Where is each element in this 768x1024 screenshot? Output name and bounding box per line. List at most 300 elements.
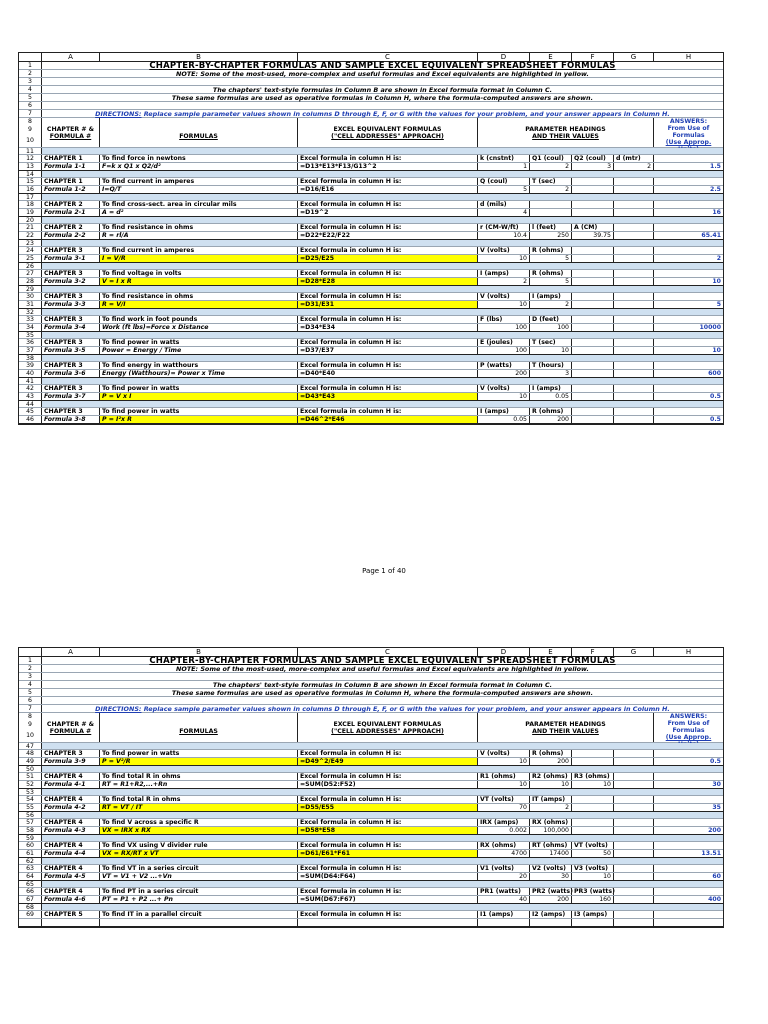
spacer-cell	[41, 858, 723, 864]
param-value-2[interactable]: 200	[529, 416, 571, 423]
param-value-2[interactable]	[529, 919, 571, 926]
param-value-1[interactable]	[477, 919, 529, 926]
excel-formula-heading: Excel formula in column H is:	[297, 385, 477, 392]
param-heading-3	[571, 385, 613, 392]
answer-heading-cell	[653, 270, 723, 277]
param-value-4[interactable]	[613, 919, 653, 926]
excel-formula-heading: Excel formula in column H is:	[297, 842, 477, 849]
excel-formula-heading: Excel formula in column H is:	[297, 339, 477, 346]
param-value-3[interactable]	[571, 393, 613, 400]
excel-formula-heading: Excel formula in column H is:	[297, 178, 477, 185]
chapter-label: CHAPTER 4	[41, 842, 99, 849]
formula-description: To find current in amperes	[99, 178, 297, 185]
param-heading-2: R2 (ohms)	[529, 773, 571, 780]
answer-value: 2	[653, 255, 723, 262]
param-heading-4	[613, 316, 653, 323]
formula-value-row	[19, 781, 723, 789]
spacer-row	[19, 355, 723, 362]
param-heading-1: V (volts)	[477, 385, 529, 392]
row-number: 62	[19, 858, 41, 864]
row-number: 21	[26, 224, 34, 231]
column-header-C[interactable]: C	[297, 648, 477, 656]
excel-formula: =D19^2	[297, 209, 477, 216]
param-value-1[interactable]: 4700	[477, 850, 529, 857]
formula-number: Formula 3-8	[41, 416, 99, 423]
formula-heading-row	[19, 270, 723, 278]
row-number: 32	[19, 309, 41, 315]
param-value-4[interactable]	[613, 873, 653, 880]
param-value-2[interactable]: 3	[529, 370, 571, 377]
row-number: 66	[26, 888, 34, 895]
param-value-4[interactable]	[613, 347, 653, 354]
excel-formula-heading: Excel formula in column H is:	[297, 796, 477, 803]
header-answers	[653, 713, 723, 742]
param-heading-1: V1 (volts)	[477, 865, 529, 872]
param-value-2[interactable]: 5	[529, 278, 571, 285]
spacer-row	[19, 743, 723, 750]
row-number: 52	[26, 781, 34, 788]
param-heading-1: F (lbs)	[477, 316, 529, 323]
param-value-2[interactable]: 0.05	[529, 393, 571, 400]
param-heading-3: V3 (volts)	[571, 865, 613, 872]
param-value-3[interactable]	[571, 804, 613, 811]
column-header-H[interactable]: H	[653, 53, 723, 61]
row-number: 5	[28, 94, 32, 101]
formula-number: Formula 2-1	[41, 209, 99, 216]
formula-value-row	[19, 347, 723, 355]
row-number: 3	[28, 673, 32, 680]
param-heading-4	[613, 819, 653, 826]
param-value-2[interactable]: 250	[529, 232, 571, 239]
param-value-2[interactable]: 10	[529, 347, 571, 354]
row-number: 29	[19, 286, 41, 292]
param-heading-1: V (volts)	[477, 247, 529, 254]
row-number: 63	[26, 865, 34, 872]
param-value-3[interactable]	[571, 370, 613, 377]
excel-formula: =D13*E13*F13/G13^2	[297, 163, 477, 170]
column-header-G[interactable]: G	[613, 53, 653, 61]
param-value-3[interactable]	[571, 758, 613, 765]
spacer-cell	[41, 194, 723, 200]
header-answers-line: ANSWERS:	[669, 713, 708, 720]
row-number: 44	[19, 401, 41, 407]
row-number: 23	[19, 240, 41, 246]
excel-formula: =D58*E58	[297, 827, 477, 834]
formula-text: RT = R1+R2,...+Rn	[99, 781, 297, 788]
spacer-row	[19, 263, 723, 270]
chapter-label: CHAPTER 3	[41, 408, 99, 415]
formula-number: Formula 1-1	[41, 163, 99, 170]
header-excel	[297, 713, 477, 742]
formula-number: Formula 1-2	[41, 186, 99, 193]
formula-number: Formula 4-4	[41, 850, 99, 857]
formula-description: To find force in newtons	[99, 155, 297, 162]
param-value-1[interactable]: 70	[477, 804, 529, 811]
row-number-9: 9	[28, 126, 32, 133]
answer-heading-cell	[653, 155, 723, 162]
row-number: 65	[19, 881, 41, 887]
row-number: 6	[28, 102, 32, 109]
row-number: 13	[26, 163, 34, 170]
header-answers-line: ANSWERS:	[669, 118, 708, 125]
param-value-1[interactable]: 10.4	[477, 232, 529, 239]
column-header-D[interactable]: D	[477, 53, 529, 61]
param-heading-2: R (ohms)	[529, 270, 571, 277]
param-value-3[interactable]: 39.75	[571, 232, 613, 239]
excel-formula: =D61/E61*F61	[297, 850, 477, 857]
param-heading-3: A (CM)	[571, 224, 613, 231]
directions-line	[41, 110, 723, 117]
param-value-3[interactable]: 10	[571, 781, 613, 788]
column-header-E[interactable]: E	[529, 648, 571, 656]
chapter-label: CHAPTER 3	[41, 316, 99, 323]
answer-value: 16	[653, 209, 723, 216]
answer-heading-cell	[653, 224, 723, 231]
column-header-A[interactable]: A	[41, 53, 99, 61]
header-excel-line: ("CELL ADDRESSES" APPROACH)	[331, 728, 444, 735]
param-heading-3	[571, 247, 613, 254]
param-heading-4	[613, 750, 653, 757]
row-number	[19, 919, 41, 926]
sheet-row	[19, 70, 723, 78]
excel-formula: =D43*E43	[297, 393, 477, 400]
param-value-2[interactable]: 2	[529, 804, 571, 811]
param-heading-4	[613, 178, 653, 185]
spacer-cell	[41, 148, 723, 154]
formula-value-row	[19, 186, 723, 194]
param-value-1[interactable]: 10	[477, 301, 529, 308]
formula-number: Formula 3-7	[41, 393, 99, 400]
param-value-1[interactable]: 0.002	[477, 827, 529, 834]
chapter-label: CHAPTER 2	[41, 224, 99, 231]
formula-text	[99, 919, 297, 926]
answer-value: 2.5	[653, 186, 723, 193]
row-number: 12	[26, 155, 34, 162]
param-value-2[interactable]: 200	[529, 896, 571, 903]
row-number: 53	[19, 789, 41, 795]
answer-value: 5	[653, 301, 723, 308]
param-heading-4	[613, 842, 653, 849]
param-value-4[interactable]	[613, 370, 653, 377]
spacer-row	[19, 812, 723, 819]
column-header-F[interactable]: F	[571, 53, 613, 61]
spacer-row	[19, 309, 723, 316]
param-value-3[interactable]	[571, 278, 613, 285]
sheet-row	[19, 657, 723, 665]
param-heading-4	[613, 339, 653, 346]
info-line-2: These same formulas are used as operative formulas in Column H, where the formula-computed answers are shown.	[41, 94, 723, 101]
row-number: 39	[26, 362, 34, 369]
formula-text: V = I x R	[99, 278, 297, 285]
param-value-4[interactable]	[613, 278, 653, 285]
formula-heading-row	[19, 339, 723, 347]
formula-text: Power = Energy / Time	[99, 347, 297, 354]
highlight-note: NOTE: Some of the most-used, more-complex and useful formulas and Excel equivalents are highlighted in yellow.	[41, 70, 723, 77]
param-value-4[interactable]	[613, 186, 653, 193]
param-value-4[interactable]	[613, 781, 653, 788]
header-excel-line: ("CELL ADDRESSES" APPROACH)	[331, 133, 444, 140]
param-value-3[interactable]	[571, 209, 613, 216]
column-header-G[interactable]: G	[613, 648, 653, 656]
formula-text: R = rl/A	[99, 232, 297, 239]
param-value-3[interactable]	[571, 186, 613, 193]
excel-formula-heading: Excel formula in column H is:	[297, 408, 477, 415]
chapter-label: CHAPTER 4	[41, 888, 99, 895]
excel-formula: =D25/E25	[297, 255, 477, 262]
column-header-H[interactable]: H	[653, 648, 723, 656]
directions-label: DIRECTIONS:	[95, 705, 142, 713]
column-header-B[interactable]: B	[99, 648, 297, 656]
row-number: 5	[28, 689, 32, 696]
param-value-3[interactable]	[571, 919, 613, 926]
param-heading-4	[613, 773, 653, 780]
param-heading-3: R3 (ohms)	[571, 773, 613, 780]
header-answers-line: Formulas	[672, 727, 705, 734]
formula-number: Formula 2-2	[41, 232, 99, 239]
row-number: 17	[19, 194, 41, 200]
param-value-4[interactable]	[613, 850, 653, 857]
column-titles-block	[19, 713, 723, 743]
column-header-C[interactable]: C	[297, 53, 477, 61]
formula-value-row	[19, 324, 723, 332]
param-value-3[interactable]: 50	[571, 850, 613, 857]
header-formulas	[99, 118, 297, 147]
column-header-corner[interactable]	[19, 648, 41, 656]
answer-value: 13.51	[653, 850, 723, 857]
param-heading-3	[571, 201, 613, 208]
chapter-label: CHAPTER 1	[41, 178, 99, 185]
param-heading-1: IRX (amps)	[477, 819, 529, 826]
row-number: 59	[19, 835, 41, 841]
spacer-row	[19, 881, 723, 888]
param-value-1[interactable]: 4	[477, 209, 529, 216]
param-value-2[interactable]: 2	[529, 163, 571, 170]
param-heading-2: I (amps)	[529, 293, 571, 300]
row-number: 68	[19, 904, 41, 910]
column-header-D[interactable]: D	[477, 648, 529, 656]
row-number: 31	[26, 301, 34, 308]
row-number: 47	[19, 743, 41, 749]
header-parameters	[477, 118, 653, 147]
answer-value: 10	[653, 347, 723, 354]
row-number: 38	[19, 355, 41, 361]
param-value-4[interactable]	[613, 209, 653, 216]
param-heading-2: D (feet)	[529, 316, 571, 323]
sheet-row	[19, 94, 723, 102]
param-value-2[interactable]: 10	[529, 781, 571, 788]
row-number: 51	[26, 773, 34, 780]
formula-heading-row	[19, 362, 723, 370]
formula-heading-row	[19, 178, 723, 186]
param-value-2[interactable]: 17400	[529, 850, 571, 857]
param-heading-3	[571, 750, 613, 757]
row-number: 19	[26, 209, 34, 216]
param-value-3[interactable]	[571, 827, 613, 834]
formula-description: To find power in watts	[99, 339, 297, 346]
formula-text: F=k x Q1 x Q2/d²	[99, 163, 297, 170]
spacer-cell	[41, 835, 723, 841]
column-header-B[interactable]: B	[99, 53, 297, 61]
formula-description: To find voltage in volts	[99, 270, 297, 277]
formula-text: VT = V1 + V2 ...+Vn	[99, 873, 297, 880]
param-value-1[interactable]: 20	[477, 873, 529, 880]
answer-heading-cell	[653, 247, 723, 254]
param-value-1[interactable]: 2	[477, 278, 529, 285]
param-heading-4	[613, 888, 653, 895]
param-value-1[interactable]: 100	[477, 324, 529, 331]
column-header-E[interactable]: E	[529, 53, 571, 61]
excel-formula-heading: Excel formula in column H is:	[297, 888, 477, 895]
param-value-1[interactable]: 0.05	[477, 416, 529, 423]
param-value-3[interactable]: 10	[571, 873, 613, 880]
column-header-F[interactable]: F	[571, 648, 613, 656]
param-value-4[interactable]	[613, 896, 653, 903]
param-value-4[interactable]: 2	[613, 163, 653, 170]
excel-formula-heading: Excel formula in column H is:	[297, 865, 477, 872]
blank-row	[41, 78, 723, 85]
excel-formula-heading: Excel formula in column H is:	[297, 201, 477, 208]
excel-formula: =D40*E40	[297, 370, 477, 377]
param-value-1[interactable]: 10	[477, 255, 529, 262]
spacer-row	[19, 332, 723, 339]
param-heading-2: T (hours)	[529, 362, 571, 369]
param-value-4[interactable]	[613, 255, 653, 262]
param-value-4[interactable]	[613, 301, 653, 308]
formula-heading-row	[19, 201, 723, 209]
param-value-1[interactable]: 10	[477, 758, 529, 765]
spacer-cell	[41, 378, 723, 384]
param-value-4[interactable]	[613, 324, 653, 331]
param-value-1[interactable]: 5	[477, 186, 529, 193]
spacer-cell	[41, 766, 723, 772]
formula-number: Formula 3-5	[41, 347, 99, 354]
param-value-4[interactable]	[613, 827, 653, 834]
formula-value-row	[19, 896, 723, 904]
formula-description: To find power in watts	[99, 750, 297, 757]
sheet-title: CHAPTER-BY-CHAPTER FORMULAS AND SAMPLE EXCEL EQUIVALENT SPREADSHEET FORMULAS	[41, 62, 723, 69]
param-heading-1: V (volts)	[477, 750, 529, 757]
formula-description: To find PT in a series circuit	[99, 888, 297, 895]
param-value-1[interactable]: 10	[477, 781, 529, 788]
param-value-4[interactable]	[613, 232, 653, 239]
formula-heading-row	[19, 750, 723, 758]
formula-text: Work (ft lbs)=Force x Distance	[99, 324, 297, 331]
param-value-3[interactable]: 3	[571, 163, 613, 170]
excel-formula-heading: Excel formula in column H is:	[297, 224, 477, 231]
param-value-2[interactable]: 100,000	[529, 827, 571, 834]
row-number: 34	[26, 324, 34, 331]
directions-line	[41, 705, 723, 712]
param-heading-2: PR2 (watts)	[529, 888, 571, 895]
param-value-4[interactable]	[613, 804, 653, 811]
param-heading-3	[571, 270, 613, 277]
param-heading-1: E (joules)	[477, 339, 529, 346]
row-number	[19, 118, 41, 147]
sheet-title: CHAPTER-BY-CHAPTER FORMULAS AND SAMPLE EXCEL EQUIVALENT SPREADSHEET FORMULAS	[41, 657, 723, 664]
formula-text: P = V x I	[99, 393, 297, 400]
column-header-corner[interactable]	[19, 53, 41, 61]
formula-description: To find energy in watthours	[99, 362, 297, 369]
param-heading-1: k (cnstnt)	[477, 155, 529, 162]
param-value-3[interactable]	[571, 324, 613, 331]
excel-formula-heading: Excel formula in column H is:	[297, 750, 477, 757]
param-value-2[interactable]	[529, 209, 571, 216]
param-value-2[interactable]: 5	[529, 255, 571, 262]
info-line-2: These same formulas are used as operative formulas in Column H, where the formula-computed answers are shown.	[41, 689, 723, 696]
param-heading-2: IT (amps)	[529, 796, 571, 803]
param-value-3[interactable]	[571, 416, 613, 423]
param-value-1[interactable]: 10	[477, 393, 529, 400]
param-value-4[interactable]	[613, 758, 653, 765]
param-value-3[interactable]	[571, 255, 613, 262]
param-value-2[interactable]: 2	[529, 186, 571, 193]
chapter-label: CHAPTER 3	[41, 270, 99, 277]
spacer-row	[19, 401, 723, 408]
row-number: 61	[26, 850, 34, 857]
excel-formula-heading: Excel formula in column H is:	[297, 819, 477, 826]
chapter-label: CHAPTER 5	[41, 911, 99, 918]
answer-value: 60	[653, 873, 723, 880]
spacer-cell	[41, 904, 723, 910]
param-value-3[interactable]: 160	[571, 896, 613, 903]
excel-formula: =D34*E34	[297, 324, 477, 331]
spacer-row	[19, 148, 723, 155]
formula-number: Formula 3-2	[41, 278, 99, 285]
sheet-row	[19, 673, 723, 681]
formula-number: Formula 3-6	[41, 370, 99, 377]
param-value-3[interactable]	[571, 347, 613, 354]
excel-formula: =SUM(D67:F67)	[297, 896, 477, 903]
row-number: 45	[26, 408, 34, 415]
param-value-1[interactable]: 100	[477, 347, 529, 354]
param-heading-1: PR1 (watts)	[477, 888, 529, 895]
param-heading-1: R1 (ohms)	[477, 773, 529, 780]
param-heading-3	[571, 796, 613, 803]
column-header-A[interactable]: A	[41, 648, 99, 656]
row-number: 16	[26, 186, 34, 193]
formula-heading-row	[19, 911, 723, 919]
param-value-2[interactable]: 100	[529, 324, 571, 331]
formula-text: VX = IRX x RX	[99, 827, 297, 834]
param-value-2[interactable]: 30	[529, 873, 571, 880]
param-value-4[interactable]	[613, 393, 653, 400]
row-number: 1	[28, 62, 32, 69]
param-value-3[interactable]	[571, 301, 613, 308]
row-number: 54	[26, 796, 34, 803]
formula-number: Formula 4-1	[41, 781, 99, 788]
formula-number: Formula 4-3	[41, 827, 99, 834]
param-value-1[interactable]: 1	[477, 163, 529, 170]
param-value-2[interactable]: 200	[529, 758, 571, 765]
header-chapter-line: FORMULA #	[49, 728, 92, 735]
param-value-2[interactable]: 2	[529, 301, 571, 308]
param-heading-2: R (ohms)	[529, 408, 571, 415]
blank-row	[41, 697, 723, 704]
param-value-1[interactable]: 40	[477, 896, 529, 903]
excel-formula-heading: Excel formula in column H is:	[297, 155, 477, 162]
row-number: 2	[28, 665, 32, 672]
formula-number: Formula 4-2	[41, 804, 99, 811]
header-excel	[297, 118, 477, 147]
formula-heading-row	[19, 865, 723, 873]
param-value-4[interactable]	[613, 416, 653, 423]
answer-value: 0.5	[653, 393, 723, 400]
param-value-1[interactable]: 200	[477, 370, 529, 377]
param-heading-2: I2 (amps)	[529, 911, 571, 918]
info-line-1: The chapters' text-style formulas in Column B are shown in Excel formula format in Column C.	[41, 86, 723, 93]
formula-value-row	[19, 827, 723, 835]
param-heading-1: d (mils)	[477, 201, 529, 208]
